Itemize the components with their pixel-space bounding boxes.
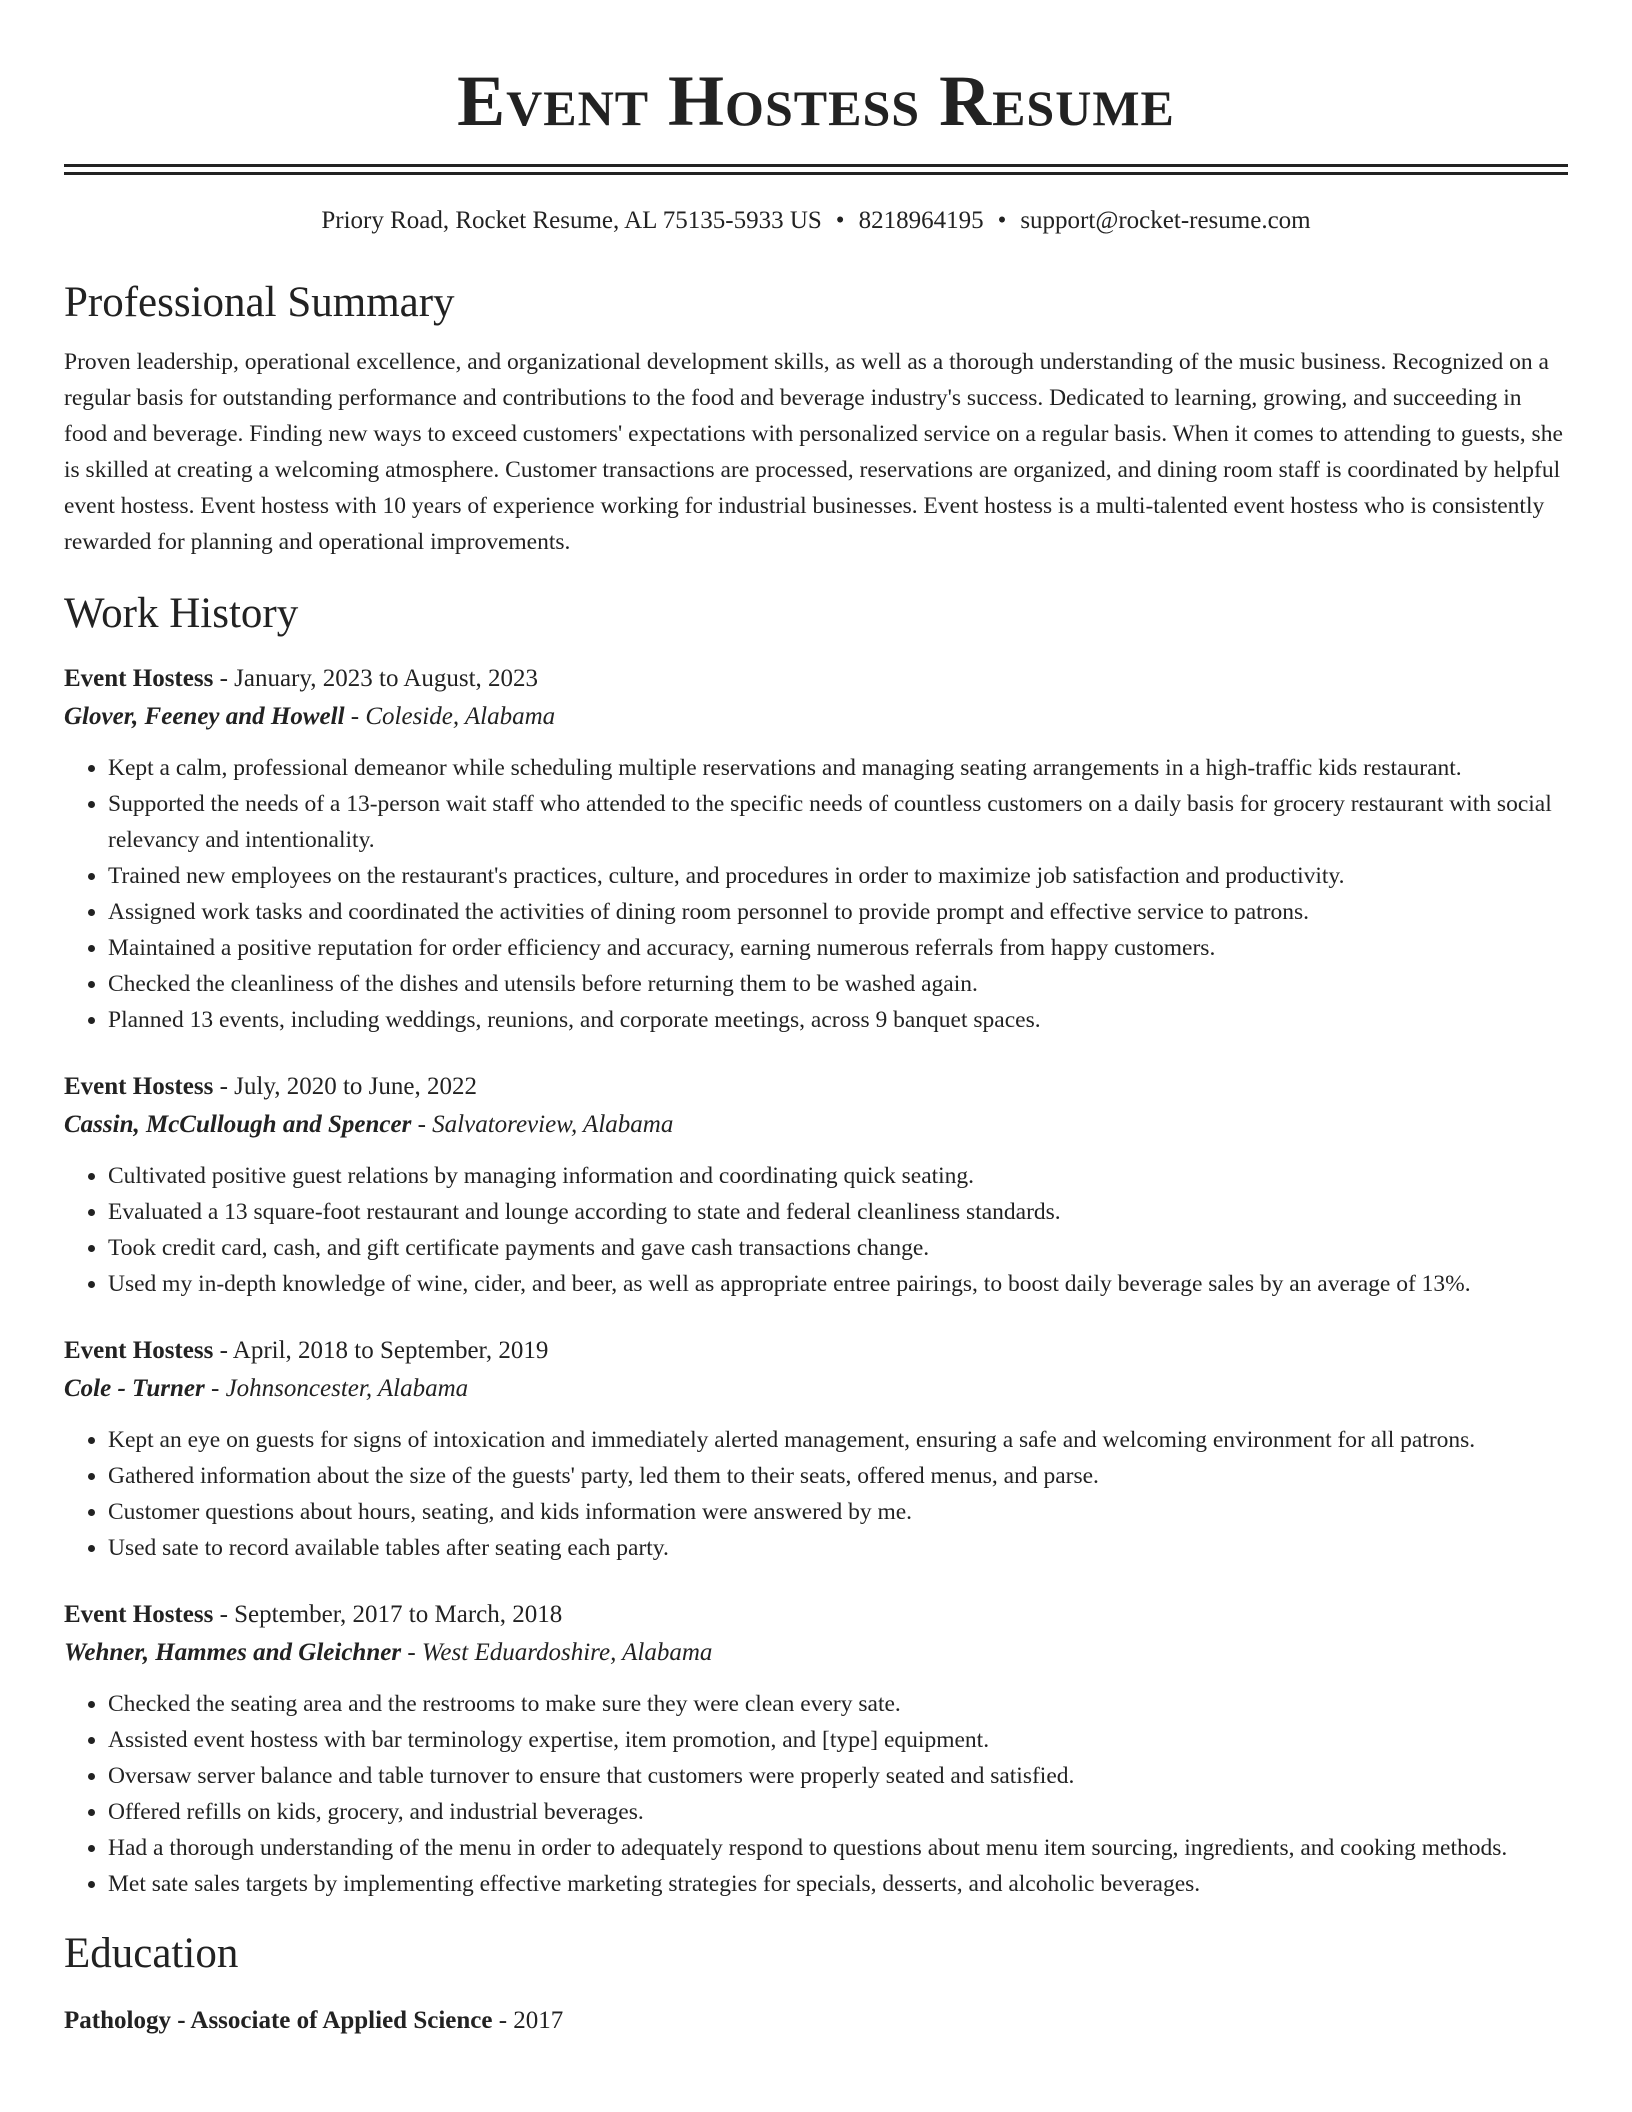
job-entry [64,660,1568,1038]
job-bullet: • Had a thorough understanding of the menu in order to adequately respond to questions about menu item sourcing, ingredients, and cooking methods. [108,1830,1568,1866]
contact-address: Priory Road, Rocket Resume, AL 75135-5933 US [321,207,822,234]
resume-title: Event Hostess Resume [457,61,1175,141]
job-title-line [64,1596,1568,1634]
job-bullet: • Gathered information about the size of the guests' party, led them to their seats, offered menus, and parse. [108,1458,1568,1494]
job-bullet: • Maintained a positive reputation for order efficiency and accuracy, earning numerous referrals from happy customers. [108,930,1568,966]
job-role: Event Hostess [64,1337,214,1364]
job-company: Cassin, McCullough and Spencer [64,1111,412,1138]
job-role: Event Hostess [64,1601,214,1628]
contact-email: support@rocket-resume.com [1020,207,1311,234]
contact-line [64,205,1568,237]
job-bullet: • Trained new employees on the restaurant's practices, culture, and procedures in order to maximize job satisfaction and productivity. [108,858,1568,894]
job-bullet: • Kept an eye on guests for signs of intoxication and immediately alerted management, ensuring a safe and welcoming environment for all patrons. [108,1422,1568,1458]
contact-separator: • [835,207,845,234]
resume-page [64,0,1568,2040]
job-bullet: • Oversaw server balance and table turnover to ensure that customers were properly seated and satisfied. [108,1758,1568,1794]
job-bullet: • Checked the cleanliness of the dishes and utensils before returning them to be washed again. [108,966,1568,1002]
job-bullet: • Cultivated positive guest relations by managing information and coordinating quick seating. [108,1158,1568,1194]
job-title-line [64,1068,1568,1106]
education-degree: Pathology - Associate of Applied Science [64,2007,493,2034]
job-title-line [64,1332,1568,1370]
job-role: Event Hostess [64,1073,214,1100]
job-entry [64,1068,1568,1302]
job-company-line [64,1634,1568,1672]
job-bullet: • Kept a calm, professional demeanor while scheduling multiple reservations and managing seating arrangements in a high-traffic kids restaurant. [108,750,1568,786]
job-dates: - January, 2023 to August, 2023 [213,665,539,692]
job-role: Event Hostess [64,665,214,692]
job-location: - Johnsoncester, Alabama [204,1375,469,1402]
job-bullet: • Offered refills on kids, grocery, and industrial beverages. [108,1794,1568,1830]
job-company: Glover, Feeney and Howell [64,703,345,730]
job-company: Cole - Turner [64,1375,205,1402]
job-bullets [64,1158,1568,1302]
summary-heading: Professional Summary [64,279,455,326]
job-company-line [64,1106,1568,1144]
job-bullets [64,1422,1568,1566]
education-heading: Education [64,1930,239,1977]
job-dates: - July, 2020 to June, 2022 [213,1073,477,1100]
job-location: - Coleside, Alabama [344,703,556,730]
job-bullet: • Assisted event hostess with bar terminology expertise, item promotion, and [type] equipment. [108,1722,1568,1758]
job-bullet: • Customer questions about hours, seating, and kids information were answered by me. [108,1494,1568,1530]
job-entry [64,1596,1568,1902]
job-title-line [64,660,1568,698]
education-entry [64,2002,1568,2040]
job-bullet: • Supported the needs of a 13-person wait staff who attended to the specific needs of countless customers on a daily basis for grocery restaurant with social relevancy and intentionality. [108,786,1568,858]
job-bullet: • Checked the seating area and the restrooms to make sure they were clean every sate. [108,1686,1568,1722]
job-location: - West Eduardoshire, Alabama [401,1639,713,1666]
education-year: - 2017 [492,2007,564,2034]
job-bullet: • Used sate to record available tables after seating each party. [108,1530,1568,1566]
contact-phone: 8218964195 [858,207,984,234]
job-company-line [64,1370,1568,1408]
job-bullet: • Met sate sales targets by implementing effective marketing strategies for specials, desserts, and alcoholic beverages. [108,1866,1568,1902]
job-dates: - April, 2018 to September, 2019 [213,1337,549,1364]
job-company-line [64,698,1568,736]
job-bullet: • Took credit card, cash, and gift certificate payments and gave cash transactions change. [108,1230,1568,1266]
job-bullet: • Planned 13 events, including weddings, reunions, and corporate meetings, across 9 banquet spaces. [108,1002,1568,1038]
job-location: - Salvatoreview, Alabama [411,1111,674,1138]
title-double-rule [64,164,1568,175]
work-history-heading: Work History [64,590,299,637]
job-bullet: • Used my in-depth knowledge of wine, cider, and beer, as well as appropriate entree pairings, to boost daily beverage sales by an average of 13%. [108,1266,1568,1302]
contact-separator: • [997,207,1007,234]
job-bullet: • Assigned work tasks and coordinated the activities of dining room personnel to provide prompt and effective service to patrons. [108,894,1568,930]
job-bullets [64,1686,1568,1902]
job-bullets [64,750,1568,1038]
job-dates: - September, 2017 to March, 2018 [213,1601,563,1628]
summary-text: Proven leadership, operational excellence, and organizational development skills, as well as a thorough understanding of the music business. Recognized on a regular basis for outstanding performance and contributions to the food and beverage industry's success. Dedicated to learning, growing, and succeeding in food and beverage. Finding new ways to exceed customers' expectations with personalized service on a regular basis. When it comes to attending to guests, she is skilled at creating a welcoming atmosphere. Customer transactions are processed, reservations are organized, and dining room staff is coordinated by helpful event hostess. Event hostess with 10 years of experience working for industrial businesses. Event hostess is a multi-talented event hostess who is consistently rewarded for planning and operational improvements. [64,349,1563,555]
job-company: Wehner, Hammes and Gleichner [64,1639,402,1666]
job-entry [64,1332,1568,1566]
job-bullet: • Evaluated a 13 square-foot restaurant and lounge according to state and federal cleanliness standards. [108,1194,1568,1230]
